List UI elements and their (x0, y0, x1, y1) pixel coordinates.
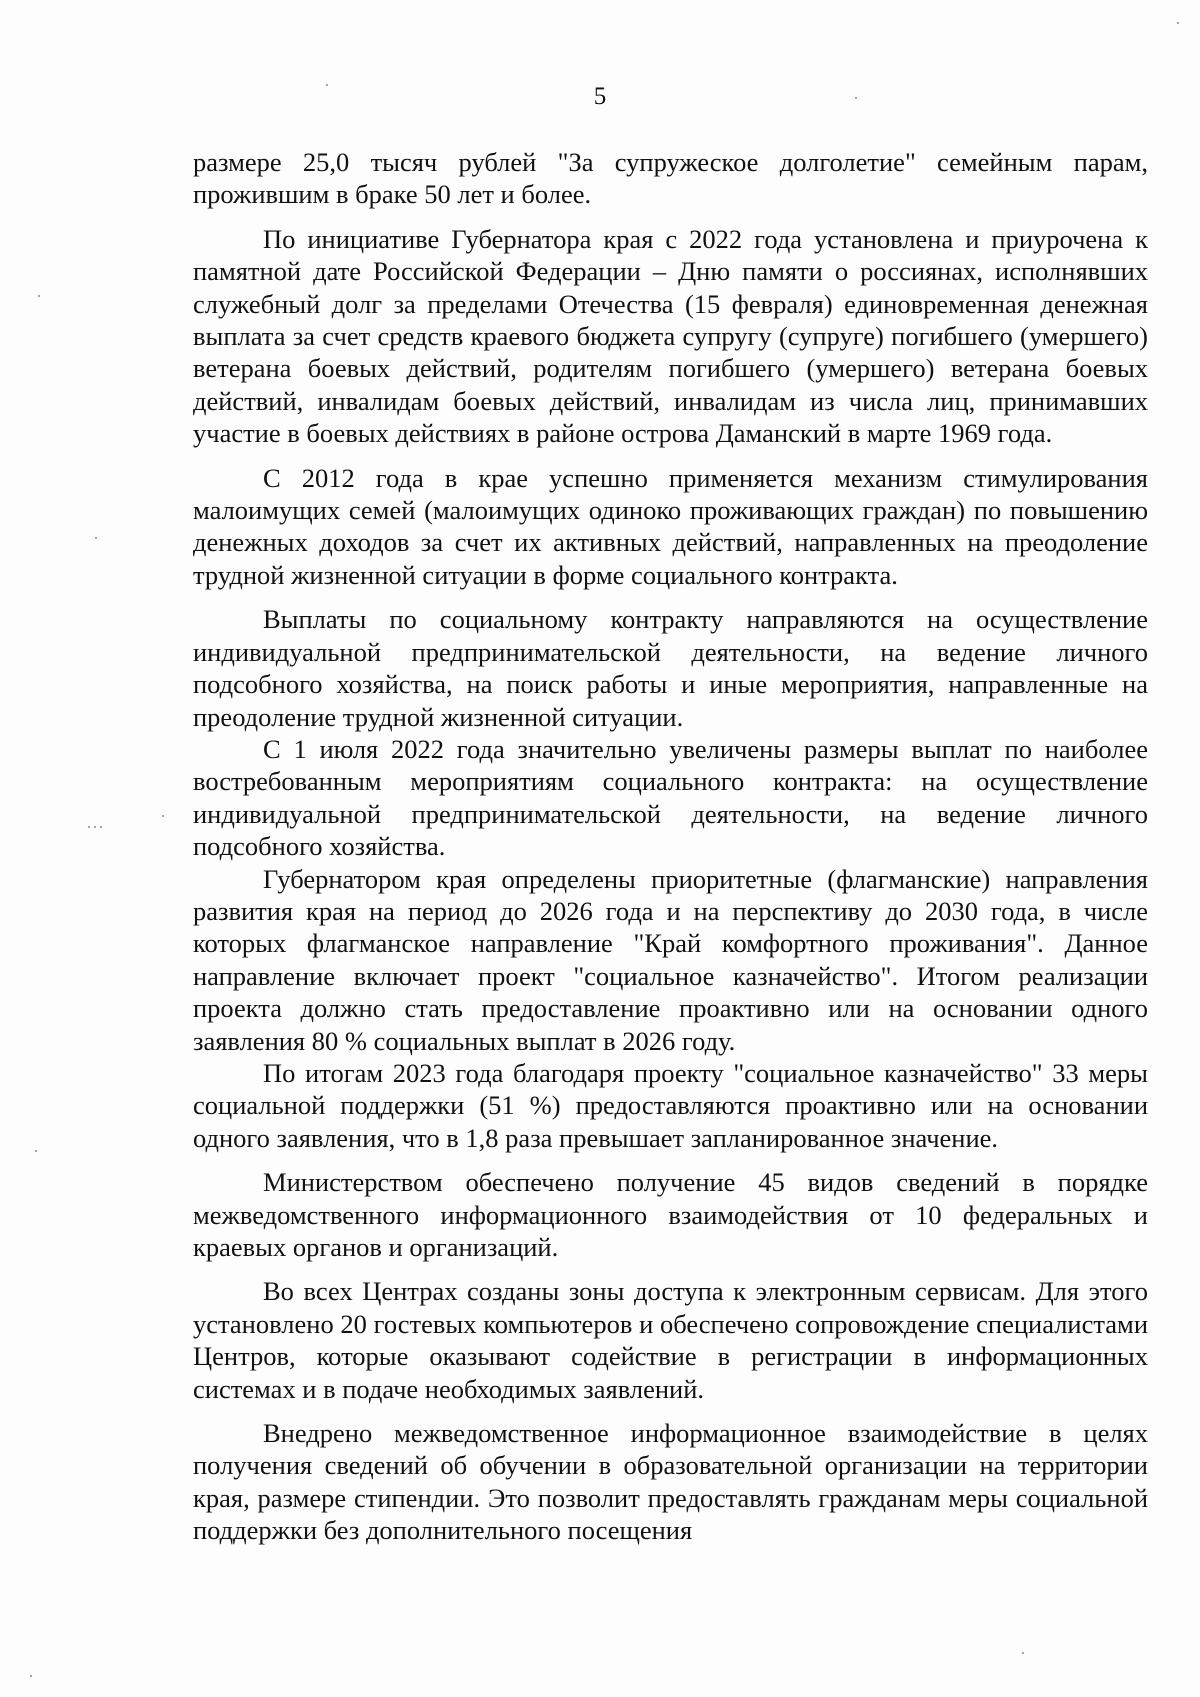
page-number: 5 (593, 83, 607, 110)
paragraph-access-zones: Во всех Центрах созданы зоны доступа к электронным сервисам. Для этого установлено 20 гостевых компьютеров и обеспечено сопровождение специалистами Центров, которые оказывают содействие в регистрации в информационных системах и в подаче необходимых заявлений. (193, 1276, 1148, 1404)
paragraph-payment-increase: С 1 июля 2022 года значительно увеличены размеры выплат по наиболее востребованным мероприятиям социального контракта: на осуществление индивидуальной предпринимательской деятельности, на ведение личного подсобного хозяйства. (193, 733, 1148, 862)
scan-speck (38, 295, 40, 297)
scan-speck (35, 1150, 37, 1152)
document-body (193, 146, 1148, 1547)
scan-speck (94, 826, 96, 828)
paragraph-education-data: Внедрено межведомственное информационное взаимодействие в целях получения сведений об обучении в образовательной организации на территории края, размере стипендии. Это позволит предоставлять гражданам меры социальной поддержки без дополнительного посещения (193, 1418, 1148, 1546)
scan-speck (88, 826, 90, 828)
scan-speck (100, 826, 102, 828)
paragraph-spousal-longevity: размере 25,0 тысяч рублей "За супружеское долголетие" семейным парам, прожившим в браке 50 лет и более. (193, 147, 1148, 210)
paragraph-contract-payments: Выплаты по социальному контракту направляются на осуществление индивидуальной предпринимательской деятельности, на ведение личного подсобного хозяйства, на поиск работы и иные мероприятия, направленные на преодоление трудной жизненной ситуации. (193, 604, 1148, 732)
scan-speck (162, 815, 164, 817)
scan-speck (326, 84, 328, 86)
scan-speck (95, 537, 97, 539)
paragraph-governor-initiative: По инициативе Губернатора края с 2022 года установлена и приурочена к памятной дате Российской Федерации – Дню памяти о россиянах, исполнявших служебный долг за пределами Отечества (15 февраля) единовременная денежная выплата за счет средств краевого бюджета супругу (супруге) погибшего (умершего) ветерана боевых действий, родителям погибшего (умершего) ветерана боевых действий, инвалидам боевых действий, инвалидам из числа лиц, принимавших участие в боевых действиях в районе острова Даманский в марте 1969 года. (193, 223, 1148, 449)
scan-speck (1177, 22, 1179, 24)
paragraph-stimulation-mechanism: С 2012 года в крае успешно применяется механизм стимулирования малоимущих семей (малоимущих одиноко проживающих граждан) по повышению денежных доходов за счет их активных действий, направленных на преодоление трудной жизненной ситуации в форме социального контракта. (193, 462, 1148, 590)
scan-speck (30, 1675, 32, 1677)
paragraph-flagship-directions: Губернатором края определены приоритетные (флагманские) направления развития края на период до 2026 года и на перспективу до 2030 года, в числе которых флагманское направление "Край комфортного проживания". Данное направление включает проект "социальное казначейство". Итогом реализации проекта должно стать предоставление проактивно или на основании одного заявления 80 % социальных выплат в 2026 году. (193, 863, 1148, 1056)
paragraph-2023-results: По итогам 2023 года благодаря проекту "социальное казначейство" 33 меры социальной поддержки (51 %) предоставляются проактивно или на основании одного заявления, что в 1,8 раза превышает запланированное значение. (193, 1057, 1148, 1153)
paragraph-interagency-data: Министерством обеспечено получение 45 видов сведений в порядке межведомственного информационного взаимодействия от 10 федеральных и краевых органов и организаций. (193, 1167, 1148, 1262)
scan-speck (855, 97, 857, 99)
scan-speck (1022, 1652, 1024, 1654)
